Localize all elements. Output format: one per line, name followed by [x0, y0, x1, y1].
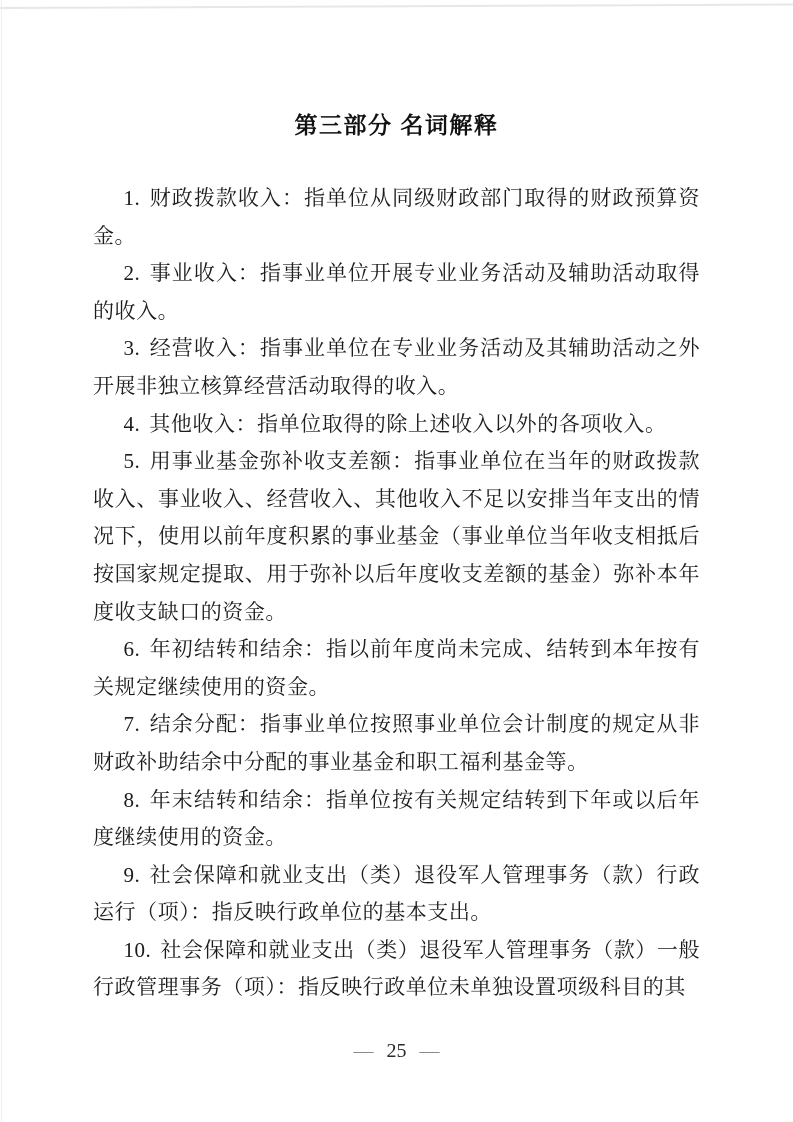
term-text: 事业收入：指事业单位开展专业业务活动及辅助活动取得的收入。 — [93, 261, 700, 323]
term-text: 财政拨款收入：指单位从同级财政部门取得的财政预算资金。 — [93, 186, 700, 248]
term-paragraph — [93, 706, 700, 781]
term-paragraph — [93, 255, 700, 330]
term-number: 6. — [123, 637, 141, 662]
page-footer — [0, 1040, 793, 1063]
page-number: 25 — [386, 1040, 407, 1062]
term-paragraph — [93, 857, 700, 932]
term-number: 2. — [123, 261, 141, 286]
term-text: 结余分配：指事业单位按照事业单位会计制度的规定从非财政补助结余中分配的事业基金和职工福利基金等。 — [93, 712, 700, 774]
term-text: 年初结转和结余：指以前年度尚未完成、结转到本年按有关规定继续使用的资金。 — [93, 637, 700, 699]
term-number: 5. — [123, 449, 141, 474]
term-text: 经营收入：指事业单位在专业业务活动及其辅助活动之外开展非独立核算经营活动取得的收入。 — [93, 336, 700, 398]
term-number: 10. — [123, 937, 152, 962]
term-paragraph — [93, 180, 700, 255]
term-paragraph — [93, 932, 700, 1007]
page-title: 第三部分 名词解释 — [294, 112, 499, 138]
term-text: 社会保障和就业支出（类）退役军人管理事务（款）一般行政管理事务（项）：指反映行政单位未单独设置项级科目的其 — [93, 937, 700, 1000]
term-number: 8. — [123, 787, 141, 812]
term-text: 其他收入：指单位取得的除上述收入以外的各项收入。 — [149, 411, 667, 436]
term-number: 3. — [123, 336, 141, 361]
term-text: 社会保障和就业支出（类）退役军人管理事务（款）行政运行（项）：指反映行政单位的基本支出。 — [93, 862, 700, 925]
term-paragraph — [93, 631, 700, 706]
terms-list — [93, 180, 700, 1007]
term-paragraph — [93, 782, 700, 857]
term-text: 用事业基金弥补收支差额：指事业单位在当年的财政拨款收入、事业收入、经营收入、其他收入不足以安排当年支出的情况下，使用以前年度积累的事业基金（事业单位当年收支相抵后按国家规定提取、用于弥补以后年度收支差额的基金）弥补本年度收支缺口的资金。 — [93, 449, 700, 624]
term-paragraph — [93, 406, 700, 444]
term-number: 1. — [123, 186, 141, 210]
term-paragraph — [93, 330, 700, 405]
footer-right-dash: — — [419, 1040, 440, 1062]
term-number: 4. — [123, 411, 141, 436]
footer-left-dash: — — [353, 1040, 374, 1062]
scan-edge-left-line — [1, 0, 2, 1122]
term-number: 7. — [123, 712, 141, 737]
term-text: 年末结转和结余：指单位按有关规定结转到下年或以后年度继续使用的资金。 — [93, 787, 700, 850]
term-paragraph — [93, 443, 700, 631]
term-number: 9. — [123, 862, 141, 887]
